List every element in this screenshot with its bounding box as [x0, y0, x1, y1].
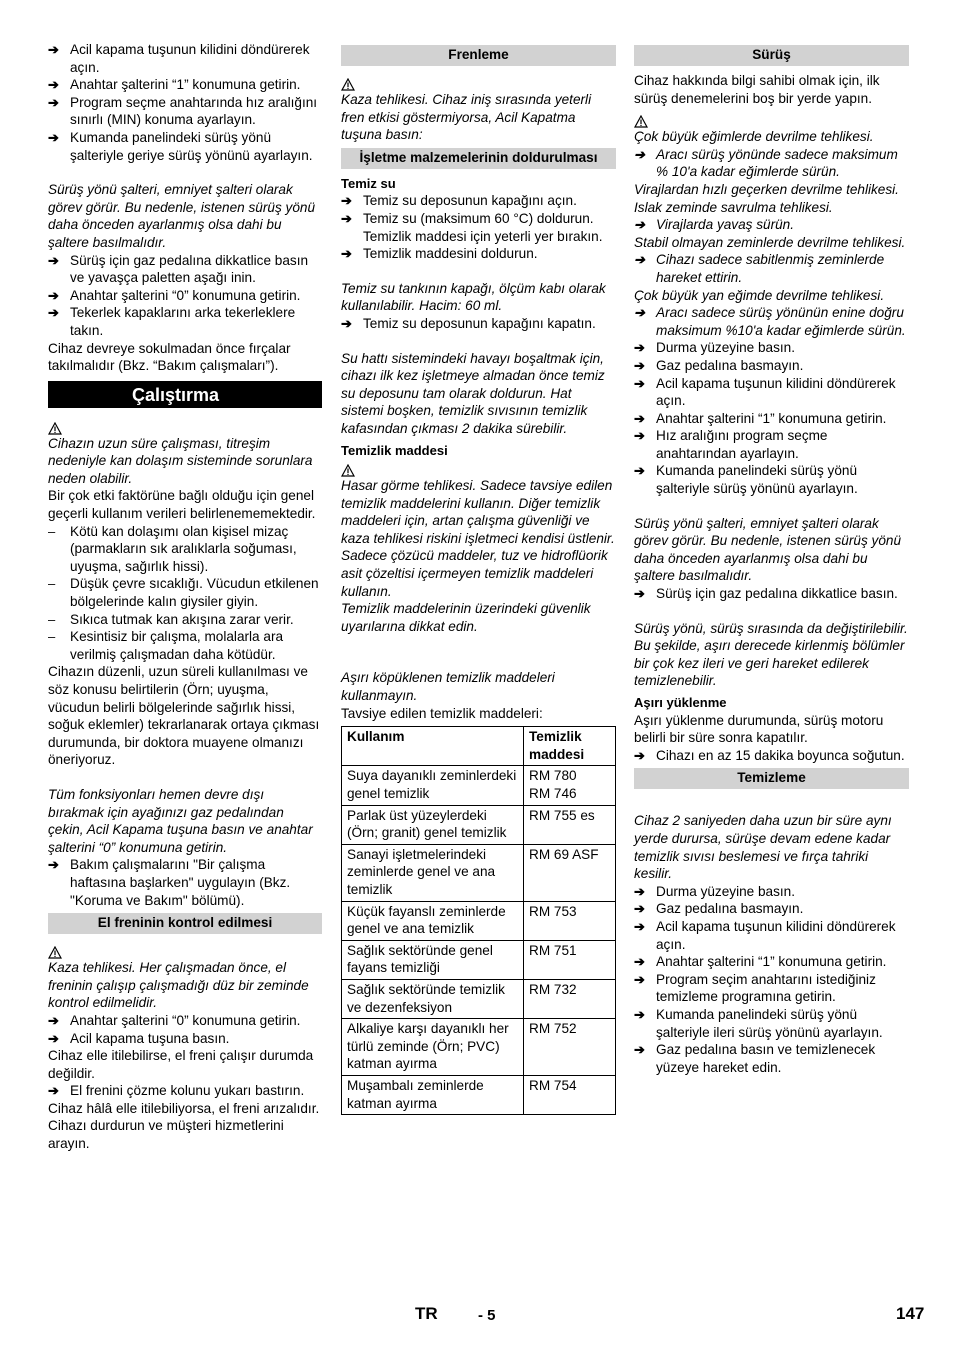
section-heading-calistirma: Çalıştırma — [48, 381, 322, 408]
bullet-text: Aracı sürüş yönünde sadece maksimum % 10'a kadar eğimlerde sürün. — [656, 146, 898, 180]
arrow-right-icon: ➔ — [341, 246, 352, 262]
arrow-right-icon: ➔ — [634, 340, 645, 356]
bullet-text: Tekerlek kapaklarını arka tekerleklere takın. — [70, 305, 296, 338]
warning-text-block — [341, 477, 616, 635]
bullet-list — [634, 883, 909, 1077]
bullet-text: Anahtar şalterini “0” konumuna getirin. — [70, 1012, 301, 1028]
arrow-right-icon: ➔ — [48, 1012, 59, 1028]
note-text: Sürüş yönü, sürüş sırasında da değiştirilebilir. Bu şekilde, aşırı derecede kirlenmiş bölümler bir çok kez ileri ve geri hareket edilerek temizlenebilir. — [634, 620, 908, 689]
warning-text: Çok büyük yan eğimde devrilme tehlikesi. — [634, 287, 885, 303]
bullet-text: Anahtar şalterini “0” konumuna getirin. — [70, 287, 301, 303]
bullet-text: Temiz su deposunun kapağını kapatın. — [363, 315, 596, 331]
arrow-right-icon: ➔ — [48, 129, 59, 145]
table-cell: RM 755 es — [524, 805, 616, 844]
bullet-text: Kesintisiz bir çalışma, molalarla ara verilmiş çalışmadan daha kötüdür. — [70, 629, 284, 662]
page-number: 147 — [896, 1304, 925, 1323]
table-cell: RM 753 — [524, 901, 616, 940]
dash-list-item — [48, 611, 322, 629]
bullet-item — [48, 76, 322, 94]
bullet-text: Kumanda panelindeki sürüş yönü şalteriyle sürüş yönünü ayarlayın. — [656, 463, 858, 497]
arrow-right-icon: ➔ — [48, 1030, 59, 1046]
arrow-right-icon: ➔ — [634, 747, 645, 763]
arrow-right-icon: ➔ — [634, 428, 645, 444]
footer-language: TR — [415, 1304, 438, 1323]
bullet-item — [48, 1030, 322, 1048]
arrow-right-icon: ➔ — [48, 77, 59, 93]
warning-text: Sadece çözücü maddeler, tuz ve hidroflüorik asit çözeltisi içermeyen temizlik maddeleri kullanın. — [341, 548, 608, 599]
table-cell: RM 780 RM 746 — [524, 766, 616, 805]
bullet-item — [48, 252, 322, 287]
warning-text: Çok büyük eğimlerde devrilme tehlikesi. — [634, 129, 874, 145]
arrow-right-icon: ➔ — [634, 252, 645, 268]
dash-list-item — [48, 628, 322, 663]
bullet-item — [634, 304, 909, 339]
arrow-right-icon: ➔ — [634, 918, 645, 934]
bullet-item — [341, 210, 616, 245]
bullet-list — [341, 315, 616, 333]
warning-text: Kaza tehlikesi. Cihaz iniş sırasında yeterli fren etkisi göstermiyorsa, Acil Kapatma tuşuna basın: — [341, 92, 592, 143]
bullet-item — [634, 747, 909, 765]
table-row — [342, 844, 616, 901]
bullet-list — [634, 747, 909, 765]
bullet-text: Durma yüzeyine basın. — [656, 340, 796, 356]
bullet-item — [634, 410, 909, 428]
bullet-item — [48, 287, 322, 305]
bullet-text: Temiz su deposunun kapağını açın. — [363, 193, 577, 209]
arrow-right-icon: ➔ — [48, 305, 59, 321]
bullet-text: Durma yüzeyine basın. — [656, 883, 796, 899]
bullet-text: Gaz pedalına basmayın. — [656, 357, 804, 373]
table-cell: Sağlık sektöründe genel fayans temizliği — [342, 940, 524, 979]
warning-text: Kaza tehlikesi. Her çalışmadan önce, el freninin çalışıp çalışmadığı düz bir zeminde kontrol edilmelidir. — [48, 960, 309, 1011]
bullet-text: Cihazı sadece sabitlenmiş zeminlerde hareket ettirin. — [656, 252, 885, 285]
bullet-text: Program seçim anahtarını istediğiniz temizleme programına getirin. — [656, 971, 876, 1005]
dash-marker: – — [48, 523, 56, 539]
table-cell: RM 754 — [524, 1075, 616, 1114]
arrow-right-icon: ➔ — [634, 217, 645, 233]
table-cell: Alkaliye karşı dayanıklı her türlü zeminde (Örn; PVC) katman ayırma — [342, 1019, 524, 1076]
table-row — [342, 940, 616, 979]
paragraph: Cihazın düzenli, uzun süreli kullanılması ve söz konusu belirtilerin (Örn; uyuşma, vücudun belirli bölgelerinde sağırlık hissi, soğuk eklemler) tekrarlanarak ortaya çıkması durumunda, bir doktora muayene olmanızı öneriyoruz. — [48, 664, 320, 768]
bullet-text: Bakım çalışmalarını "Bir çalışma haftasına başlarken" uygulayın (Bkz. "Koruma ve Bakım" bölümü). — [70, 857, 291, 908]
paragraph: Bir çok etki faktörüne bağlı olduğu için genel geçerli kullanım verileri belirlenememektedir. — [48, 488, 316, 522]
bullet-list — [634, 216, 909, 234]
warning-triangle-icon — [341, 461, 616, 477]
table-cell: Sanayi işletmelerindeki zeminlerde genel ve ana temizlik — [342, 844, 524, 901]
bullet-list — [634, 304, 909, 339]
bullet-item — [48, 94, 322, 129]
paragraph: Tavsiye edilen temizlik maddeleri: — [341, 705, 543, 721]
bullet-text: Sıkıca tutmak kan akışına zarar verir. — [70, 611, 294, 627]
arrow-right-icon: ➔ — [634, 410, 645, 426]
bullet-text: Anahtar şalterini “1” konumuna getirin. — [656, 410, 887, 426]
arrow-right-icon: ➔ — [48, 857, 59, 873]
bullet-item — [48, 129, 322, 164]
arrow-right-icon: ➔ — [341, 193, 352, 209]
table-cell: RM 751 — [524, 940, 616, 979]
arrow-right-icon: ➔ — [634, 971, 645, 987]
bullet-item — [48, 1012, 322, 1030]
arrow-right-icon: ➔ — [634, 146, 645, 162]
column-2 — [341, 41, 616, 1115]
bullet-list — [634, 146, 909, 181]
bullet-item — [634, 462, 909, 497]
bullet-item — [634, 427, 909, 462]
table-row — [342, 805, 616, 844]
warning-text: Temizlik maddelerinin üzerindeki güvenlik uyarılarına dikkat edin. — [341, 601, 591, 634]
section-heading-fren-kontrol: El freninin kontrol edilmesi — [48, 913, 322, 934]
table-cell: Muşambalı zeminlerde katman ayırma — [342, 1075, 524, 1114]
table-row — [342, 901, 616, 940]
bullet-item — [634, 1041, 909, 1076]
bullet-text: Cihazı en az 15 dakika boyunca soğutun. — [656, 747, 905, 763]
bullet-item — [48, 856, 322, 909]
arrow-right-icon: ➔ — [634, 357, 645, 373]
bullet-item — [634, 339, 909, 357]
bullet-text: Kumanda panelindeki sürüş yönü şalteriyle ileri sürüş yönünü ayarlayın. — [656, 1006, 883, 1040]
bullet-text: Acil kapama tuşunun kilidini döndürerek açın. — [656, 918, 896, 952]
bullet-list — [48, 856, 322, 909]
bullet-text: Sürüş için gaz pedalına dikkatlice basın ve yavaşça paletten aşağı inin. — [70, 252, 309, 286]
bullet-item — [48, 1082, 322, 1100]
table-header-cell: Kullanım — [342, 727, 524, 766]
bullet-text: Acil kapama tuşunun kilidini döndürerek açın. — [656, 375, 896, 409]
subheading-temiz-su: Temiz su — [341, 175, 396, 191]
bullet-item — [341, 315, 616, 333]
arrow-right-icon: ➔ — [48, 1083, 59, 1099]
warning-triangle-icon — [341, 72, 616, 91]
dash-list-item — [48, 523, 322, 576]
section-heading-temizleme: Temizleme — [634, 768, 909, 789]
arrow-right-icon: ➔ — [48, 287, 59, 303]
bullet-list — [634, 585, 909, 603]
section-heading-isletme: İşletme malzemelerinin doldurulması — [341, 148, 616, 169]
bullet-text: Virajlarda yavaş sürün. — [656, 217, 795, 233]
table-cell: RM 752 — [524, 1019, 616, 1076]
dash-marker: – — [48, 611, 56, 627]
warning-text: Cihazın uzun süre çalışması, titreşim nedeniyle kan dolaşım sisteminde sorunlara neden olabilir. — [48, 435, 313, 486]
subheading-temizlik-maddesi: Temizlik maddesi — [341, 442, 448, 458]
bullet-text: Aracı sadece sürüş yönünün enine doğru maksimum %10'a kadar eğimlerde sürün. — [656, 305, 906, 338]
column-3 — [634, 41, 909, 1076]
paragraph: Aşırı yüklenme durumunda, sürüş motoru belirli bir süre sonra kapatılır. — [634, 712, 884, 746]
table-cell: Küçük fayanslı zeminlerde genel ve ana temizlik — [342, 901, 524, 940]
table-header-cell: Temizlik maddesi — [524, 727, 616, 766]
table-cell: Sağlık sektöründe temizlik ve dezenfeksiyon — [342, 979, 524, 1018]
arrow-right-icon: ➔ — [634, 375, 645, 391]
bullet-text: Acil kapama tuşunun kilidini döndürerek açın. — [70, 42, 310, 75]
arrow-right-icon: ➔ — [634, 463, 645, 479]
dash-list-item — [48, 575, 322, 610]
warning-triangle-icon — [634, 109, 909, 128]
table-cell: RM 732 — [524, 979, 616, 1018]
bullet-text: Gaz pedalına basın ve temizlenecek yüzeye hareket edin. — [656, 1042, 876, 1075]
bullet-item — [634, 953, 909, 971]
dash-list — [48, 523, 322, 664]
column-1 — [48, 41, 322, 1153]
bullet-list — [48, 41, 322, 164]
bullet-item — [341, 245, 616, 263]
note-text: Tüm fonksiyonları hemen devre dışı bırakmak için ayağınızı gaz pedalından çekin, Acil Kapama tuşuna basın ve anahtar şalterini “0” konumuna getirin. — [48, 786, 313, 855]
bullet-text: Kumanda panelindeki sürüş yönü şalteriyle geriye sürüş yönünü ayarlayın. — [70, 129, 313, 163]
bullet-list — [341, 192, 616, 262]
bullet-item — [634, 216, 909, 234]
dash-marker: – — [48, 629, 56, 645]
bullet-item — [634, 883, 909, 901]
bullet-list — [634, 251, 909, 286]
bullet-item — [634, 1006, 909, 1041]
paragraph: Cihaz devreye sokulmadan önce fırçalar takılmalıdır (Bkz. “Bakım çalışmaları”). — [48, 340, 291, 374]
arrow-right-icon: ➔ — [634, 1006, 645, 1022]
section-heading-frenleme: Frenleme — [341, 45, 616, 66]
footer-section-page: - 5 — [478, 1307, 496, 1324]
bullet-item — [634, 971, 909, 1006]
bullet-item — [634, 357, 909, 375]
bullet-item — [634, 918, 909, 953]
bullet-item — [48, 304, 322, 339]
table-cell: RM 69 ASF — [524, 844, 616, 901]
arrow-right-icon: ➔ — [634, 586, 645, 602]
bullet-item — [634, 251, 909, 286]
warning-text: Hasar görme tehlikesi. Sadece tavsiye edilen temizlik maddelerini kullanın. Diğer temizlik maddeleri için, artan çalışma güvenliği ve kaza tehlikesi riskini işletmeci kendisi üstlenir. — [341, 478, 615, 546]
bullet-item — [634, 900, 909, 918]
bullet-text: Temizlik maddesini doldurun. — [363, 246, 538, 262]
note-text: Sürüş yönü şalteri, emniyet şalteri olarak görev görür. Bu nedenle, istenen sürüş yönü daha önceden ayarlanmış olsa dahi bu şaltere basılmalıdır. — [634, 515, 902, 584]
arrow-right-icon: ➔ — [634, 901, 645, 917]
bullet-list — [48, 1012, 322, 1047]
warning-text: Islak zeminde savrulma tehlikesi. — [634, 199, 833, 215]
table-row — [342, 1075, 616, 1114]
cleaning-agent-table — [341, 726, 616, 1115]
note-text: Su hattı sistemindeki havayı boşaltmak için, cihazı ilk kez işletmeye almadan önce temiz su deposunu tam olarak doldurun. Hat sistemi boşken, temizlik sıvısının temizlik kafasından çıkması 2 dakika sürebilir. — [341, 350, 605, 436]
arrow-right-icon: ➔ — [341, 315, 352, 331]
bullet-text: Kötü kan dolaşımı olan kişisel mizaç (parmakların sık aralıklarla soğuması, uyuşma, sağırlık hissi). — [70, 523, 297, 574]
paragraph: Cihaz elle itilebilirse, el freni çalışır durumda değildir. — [48, 1048, 314, 1081]
bullet-item — [634, 375, 909, 410]
arrow-right-icon: ➔ — [48, 252, 59, 268]
section-heading-surus: Sürüş — [634, 45, 909, 66]
arrow-right-icon: ➔ — [48, 42, 59, 57]
bullet-text: Anahtar şalterini “1” konumuna getirin. — [70, 77, 301, 93]
bullet-text: Temiz su (maksimum 60 °C) doldurun. Temizlik maddesi için yeterli yer bırakın. — [363, 210, 603, 244]
note-text: Temiz su tankının kapağı, ölçüm kabı olarak kullanılabilir. Hacim: 60 ml. — [341, 280, 606, 314]
bullet-item — [341, 192, 616, 210]
arrow-right-icon: ➔ — [634, 305, 645, 321]
bullet-text: Acil kapama tuşuna basın. — [70, 1030, 230, 1046]
arrow-right-icon: ➔ — [634, 883, 645, 899]
bullet-item — [48, 41, 322, 76]
paragraph: Cihaz hakkında bilgi sahibi olmak için, ilk sürüş denemelerini boş bir yerde yapın. — [634, 73, 880, 106]
note-text: Cihaz 2 saniyeden daha uzun bir süre aynı yerde durursa, sürüşe devam edene kadar temizlik sıvısı beslemesi ve fırça tahriki kesilir. — [634, 813, 892, 882]
paragraph: Cihaz hâlâ elle itilebiliyorsa, el freni arızalıdır. Cihazı durdurun ve müşteri hizmetlerini arayın. — [48, 1100, 320, 1152]
bullet-text: Anahtar şalterini “1” konumuna getirin. — [656, 954, 887, 970]
bullet-text: Hız aralığını program seçme anahtarından ayarlayın. — [656, 428, 828, 461]
bullet-text: Program seçme anahtarında hız aralığını sınırlı (MIN) konuma ayarlayın. — [70, 94, 318, 128]
bullet-text: Düşük çevre sıcaklığı. Vücudun etkilenen bölgelerinde kalın giysiler giyin. — [70, 576, 319, 610]
arrow-right-icon: ➔ — [634, 1042, 645, 1058]
table-cell: Suya dayanıklı zeminlerdeki genel temizlik — [342, 766, 524, 805]
bullet-list — [48, 252, 322, 340]
bullet-item — [634, 146, 909, 181]
arrow-right-icon: ➔ — [634, 954, 645, 970]
bullet-list — [634, 339, 909, 497]
arrow-right-icon: ➔ — [48, 94, 59, 110]
warning-triangle-icon — [48, 416, 322, 435]
table-cell: Parlak üst yüzeylerdeki (Örn; granit) genel temizlik — [342, 805, 524, 844]
warning-text: Stabil olmayan zeminlerde devrilme tehlikesi. — [634, 234, 906, 250]
note-text: Aşırı köpüklenen temizlik maddeleri kullanmayın. — [341, 670, 555, 704]
table-row — [342, 766, 616, 805]
arrow-right-icon: ➔ — [341, 210, 352, 226]
bullet-list — [48, 1082, 322, 1100]
table-row — [342, 979, 616, 1018]
bullet-text: Sürüş için gaz pedalına dikkatlice basın. — [656, 586, 898, 602]
warning-triangle-icon — [48, 940, 322, 959]
bullet-item — [634, 585, 909, 603]
bullet-text: Gaz pedalına basmayın. — [656, 901, 804, 917]
dash-marker: – — [48, 576, 56, 592]
table-header-row — [342, 727, 616, 766]
subheading-asiri-yuklenme: Aşırı yüklenme — [634, 695, 727, 710]
warning-text: Virajlardan hızlı geçerken devrilme tehlikesi. — [634, 181, 899, 197]
bullet-text: El frenini çözme kolunu yukarı bastırın. — [70, 1083, 305, 1099]
table-row — [342, 1019, 616, 1076]
note-text: Sürüş yönü şalteri, emniyet şalteri olarak görev görür. Bu nedenle, istenen sürüş yönü daha önceden ayarlanmış olsa dahi bu şaltere basılmalıdır. — [48, 182, 316, 250]
